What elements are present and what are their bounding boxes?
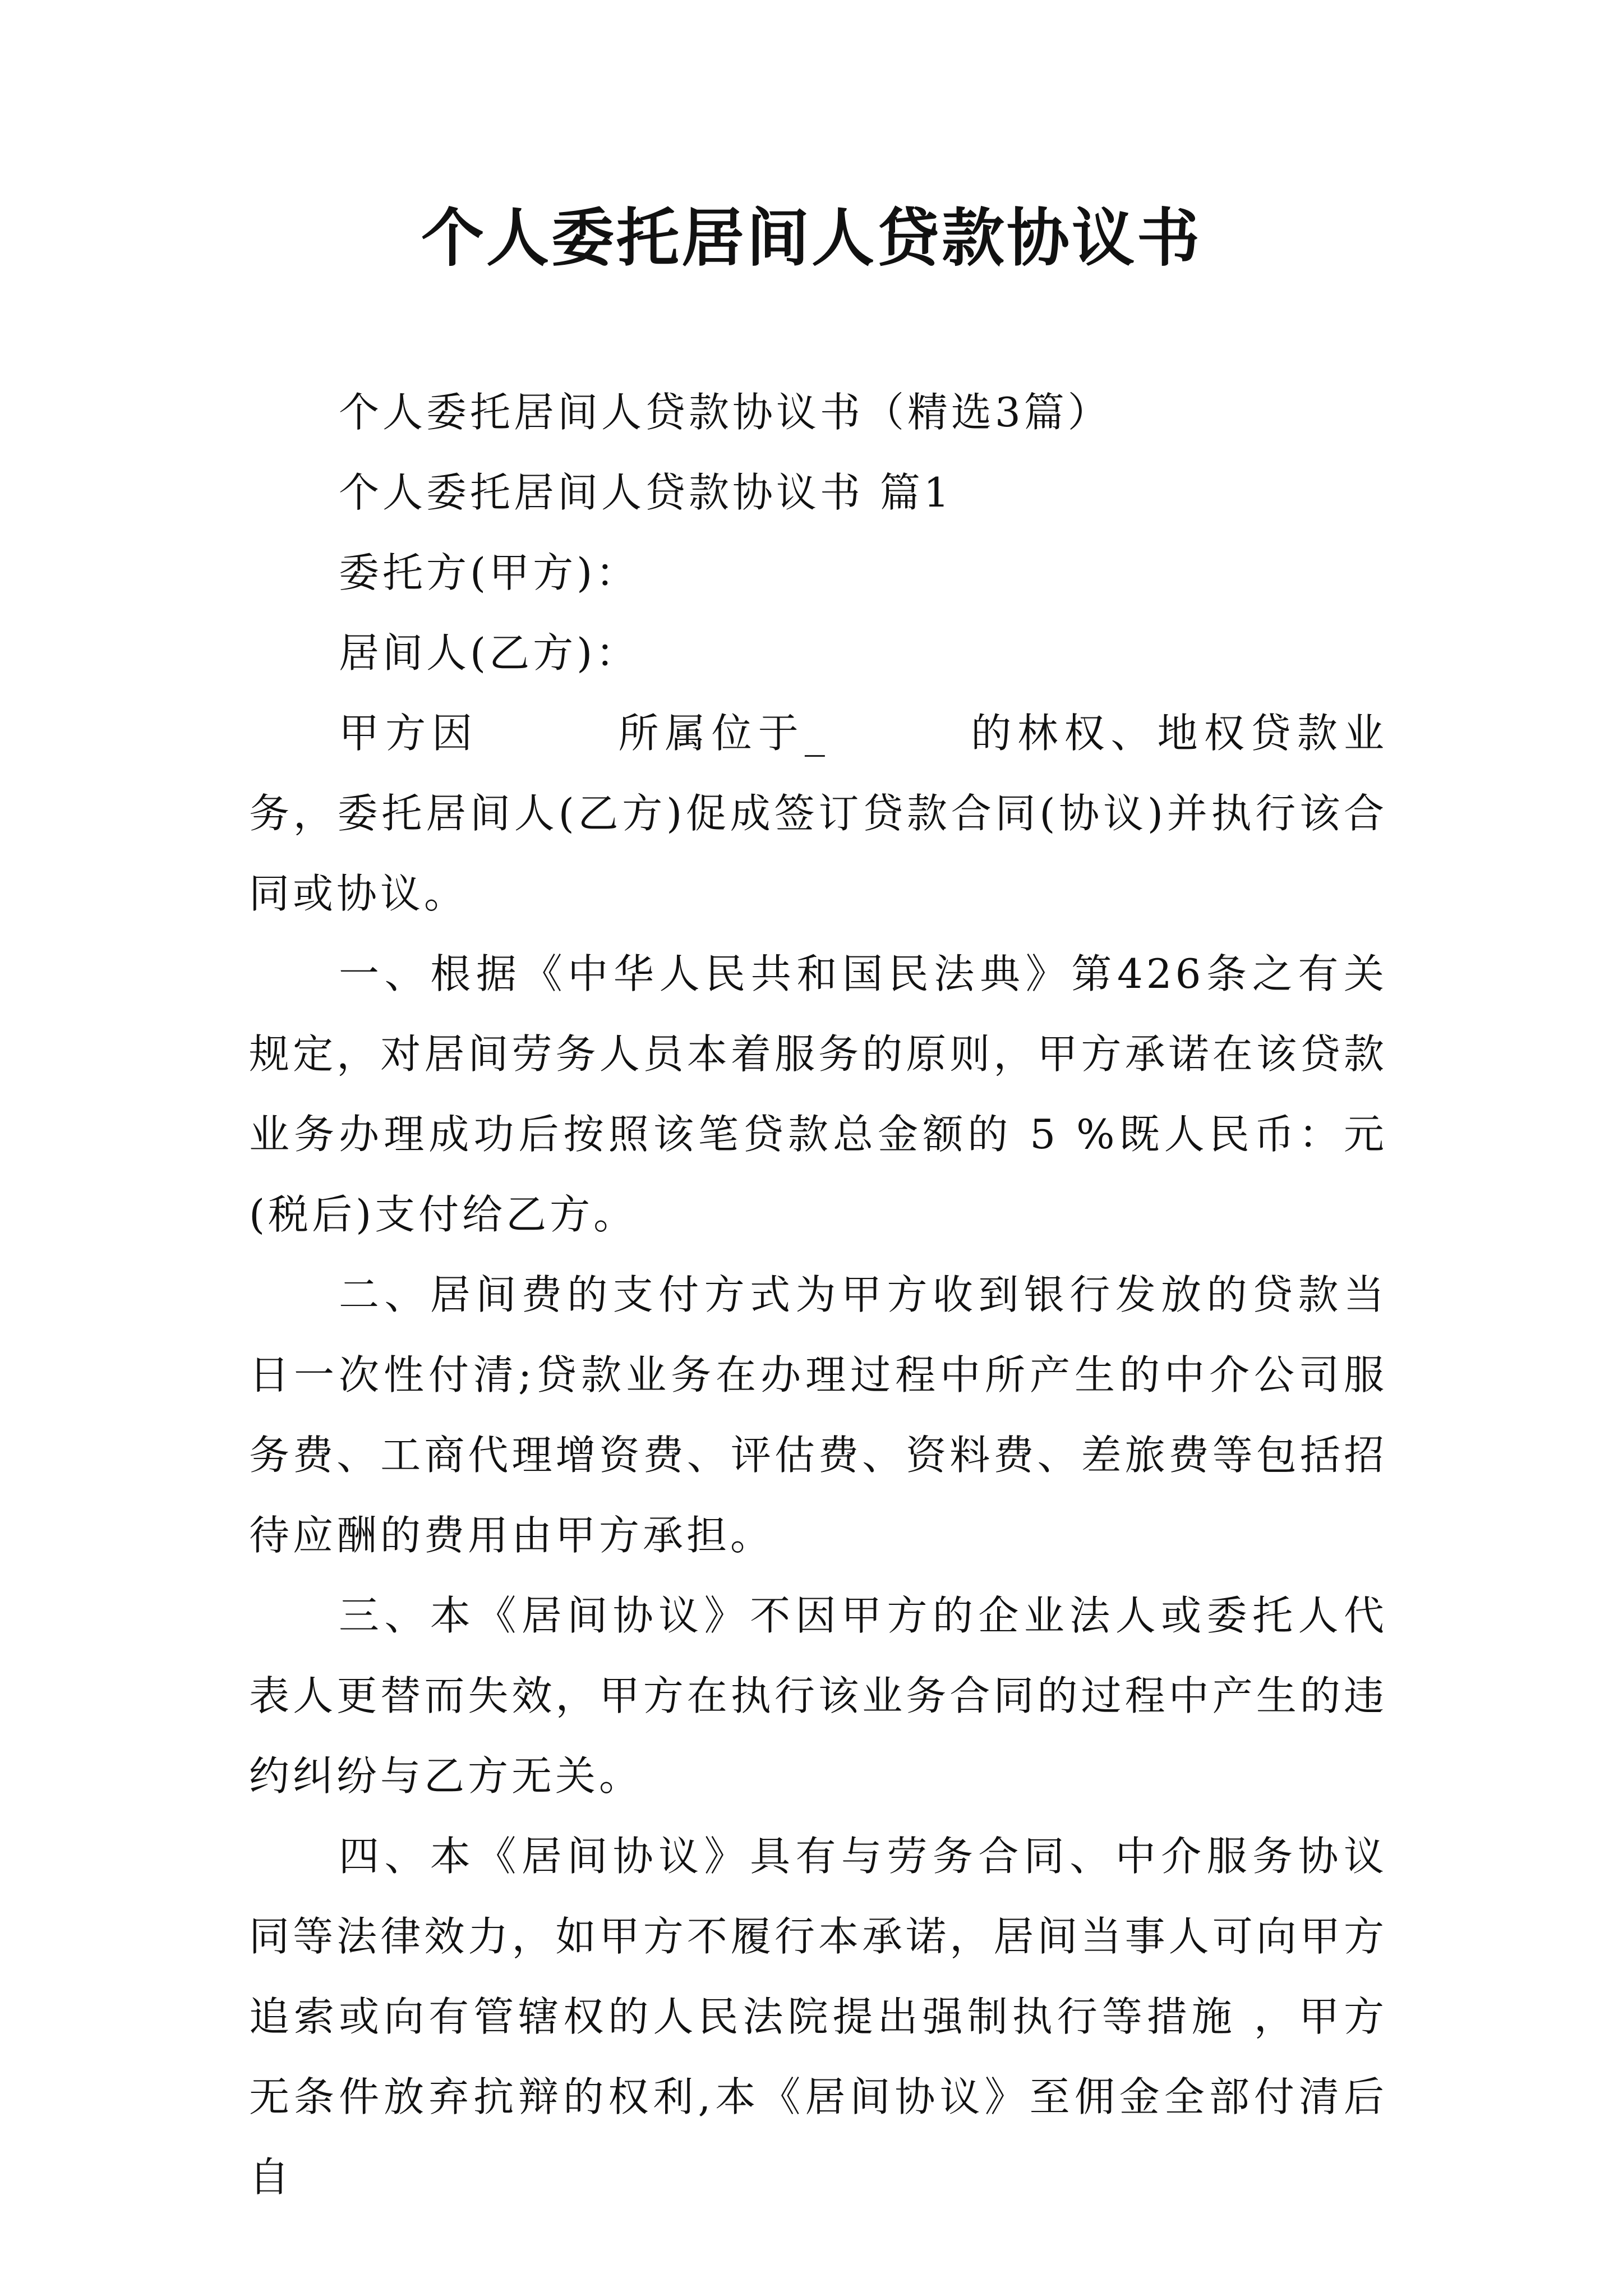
paragraph-section-heading: 个人委托居间人贷款协议书 篇1 (339, 469, 953, 516)
paragraph-clause-4: 四、本《居间协议》具有与劳务合同、中介服务协议同等法律效力，如甲方不履行本承诺，居间当事人可向甲方追索或向有管辖权的人民法院提出强制执行等措施 ，甲方无条件放弃抗辩的权利,本《居间协议》至佣金全部付清后自 (249, 1833, 1387, 2201)
paragraph-party-a: 委托方(甲方)： (339, 549, 640, 596)
document-body (249, 372, 1387, 2217)
paragraph-clause-3: 三、本《居间协议》不因甲方的企业法人或委托人代表人更替而失效，甲方在执行该业务合同的过程中产生的违约纠纷与乙方无关。 (249, 1592, 1387, 1800)
document-title: 个人委托居间人贷款协议书 (421, 201, 1202, 275)
paragraph-clause-1: 一、根据《中华人民共和国民法典》第426条之有关规定，对居间劳务人员本着服务的原则，甲方承诺在该贷款业务办理成功后按照该笔贷款总金额的 5 %既人民币：元(税后)支付给乙方。 (249, 950, 1387, 1238)
paragraph-party-b: 居间人(乙方)： (339, 629, 640, 677)
paragraph-subtitle: 个人委托居间人贷款协议书（精选3篇） (339, 389, 1112, 436)
paragraph-clause-2: 二、居间费的支付方式为甲方收到银行发放的贷款当日一次性付清;贷款业务在办理过程中所产生的中介公司服务费、工商代理增资费、评估费、资料费、差旅费等包括招待应酬的费用由甲方承担。 (249, 1271, 1387, 1559)
paragraph-preamble: 甲方因 所属位于_ 的林权、地权贷款业务，委托居间人(乙方)促成签订贷款合同(协议)并执行该合同或协议。 (249, 710, 1387, 917)
